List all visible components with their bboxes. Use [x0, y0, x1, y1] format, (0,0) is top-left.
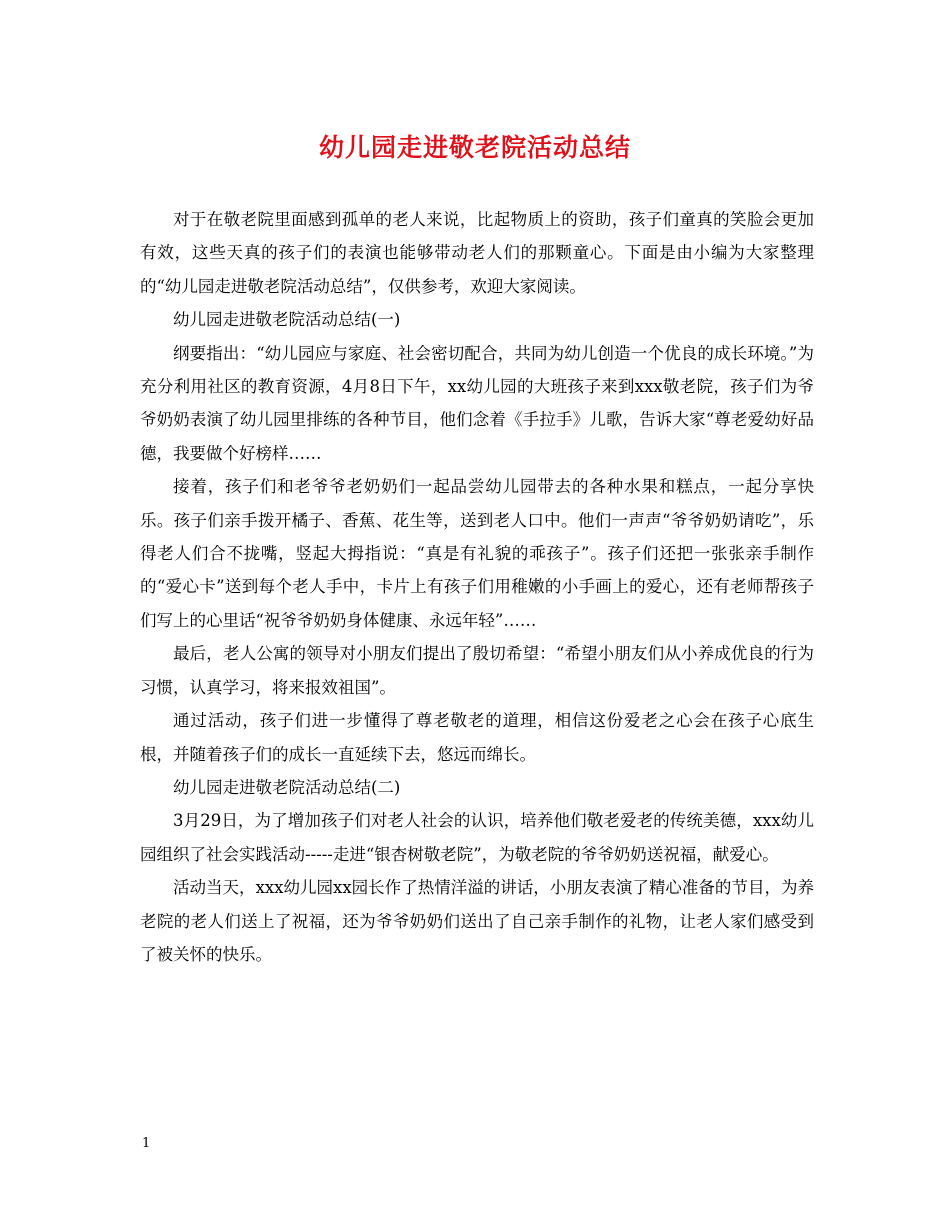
body-paragraph: 最后，老人公寓的领导对小朋友们提出了殷切希望：“希望小朋友们从小养成优良的行为习惯，认真学习，将来报效祖国”。 [140, 644, 814, 697]
body-paragraph: 活动当天，xxx幼儿园xx园长作了热情洋溢的讲话，小朋友表演了精心准备的节目，为养老院的老人们送上了祝福，还为爷爷奶奶们送出了自己亲手制作的礼物，让老人家们感受到了被关怀的快乐。 [140, 878, 814, 964]
section-heading-one: 幼儿园走进敬老院活动总结(一) [173, 310, 401, 330]
body-paragraph: 纲要指出：“幼儿园应与家庭、社会密切配合，共同为幼儿创造一个优良的成长环境。”为充分利用社区的教育资源，4月8日下午，xx幼儿园的大班孩子来到xxx敬老院，孩子们为爷爷奶奶表演了幼儿园里排练的各种节目，他们念着《手拉手》儿歌，告诉大家“尊老爱幼好品德，我要做个好榜样…… [140, 343, 814, 463]
section-heading-two: 幼儿园走进敬老院活动总结(二) [173, 777, 401, 797]
document-title: 幼儿园走进敬老院活动总结 [318, 133, 631, 162]
document-body [140, 203, 814, 971]
intro-paragraph: 对于在敬老院里面感到孤单的老人来说，比起物质上的资助，孩子们童真的笑脸会更加有效，这些天真的孩子们的表演也能够带动老人们的那颗童心。下面是由小编为大家整理的“幼儿园走进敬老院活动总结”，仅供参考，欢迎大家阅读。 [140, 210, 814, 296]
body-paragraph: 通过活动，孩子们进一步懂得了尊老敬老的道理，相信这份爱老之心会在孩子心底生根，并随着孩子们的成长一直延续下去，悠远而绵长。 [140, 711, 814, 764]
page-number: 1 [142, 1136, 151, 1151]
body-paragraph: 接着，孩子们和老爷爷老奶奶们一起品尝幼儿园带去的各种水果和糕点，一起分享快乐。孩子们亲手拨开橘子、香蕉、花生等，送到老人口中。他们一声声“爷爷奶奶请吃”，乐得老人们合不拢嘴，竖起大拇指说：“真是有礼貌的乖孩子”。孩子们还把一张张亲手制作的“爱心卡”送到每个老人手中，卡片上有孩子们用稚嫩的小手画上的爱心，还有老师帮孩子们写上的心里话“祝爷爷奶奶身体健康、永远年轻”…… [140, 477, 814, 630]
body-paragraph: 3月29日，为了增加孩子们对老人社会的认识，培养他们敬老爱老的传统美德，xxx幼儿园组织了社会实践活动-----走进“银杏树敬老院”，为敬老院的爷爷奶奶送祝福，献爱心。 [140, 811, 814, 864]
